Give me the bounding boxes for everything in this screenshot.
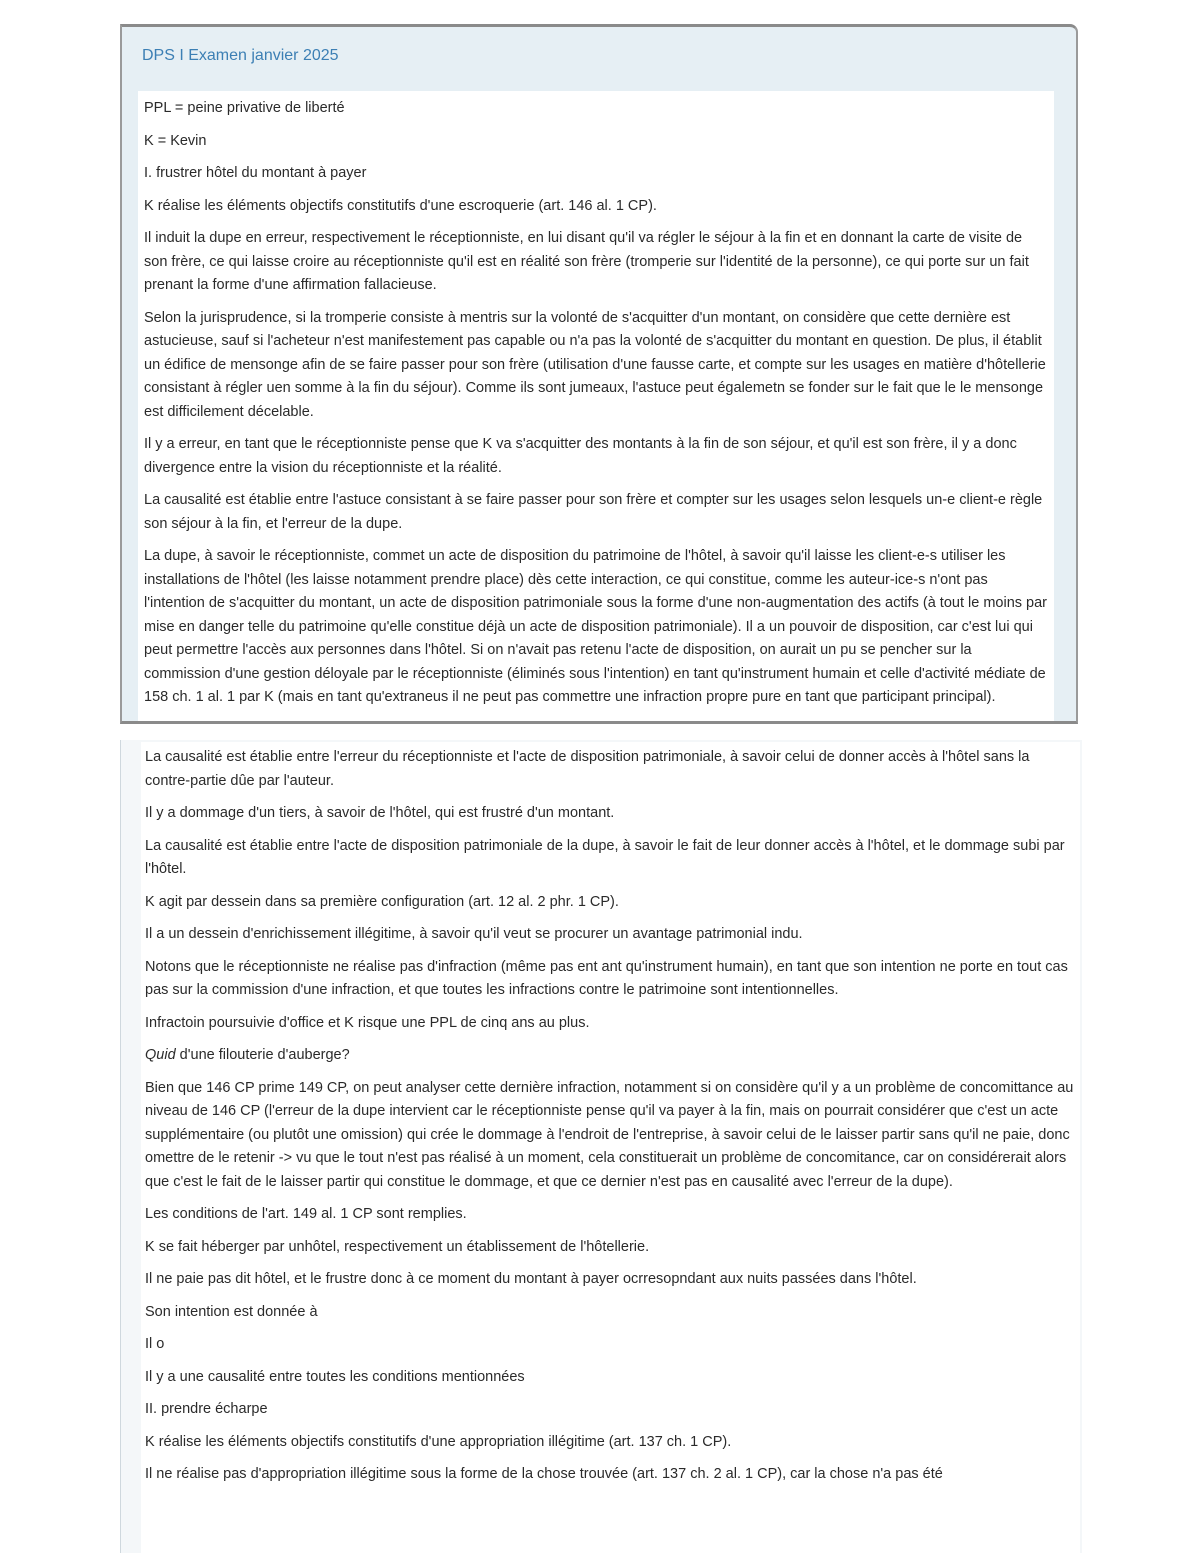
paragraph: II. prendre écharpe — [145, 1401, 268, 1417]
paragraph: I. frustrer hôtel du montant à payer — [144, 165, 367, 181]
paragraph: Notons que le réceptionniste ne réalise pas d'infraction (même pas ent ant qu'instrument humain), en tant que son intention ne porte en tout cas pas sur la commission d'une infraction, et que toutes les infractions contre le patrimoine sont intentionnelles. — [145, 958, 1068, 998]
paragraph: Il y a dommage d'un tiers, à savoir de l'hôtel, qui est frustré d'un montant. — [145, 805, 615, 821]
paragraph: Selon la jurisprudence, si la tromperie consiste à mentris sur la volonté de s'acquitter d'un montant, on considère que cette dernière est astucieuse, sauf si l'acheteur n'est manifestement pas capable ou n'a pas la volonté de s'acquitter du montant en question. De plus, il établit un édifice de mensonge afin de se faire passer pour son frère (utilisation d'une fausse carte, et compte sur les usages en matière d'hôtellerie consistant à régler uen somme à la fin du séjour). Comme ils sont jumeaux, l'astuce peut égalemetn se fonder sur le fait que le le mensonge est difficilement décelable. — [144, 309, 1046, 420]
paragraph: Il a un dessein d'enrichissement illégitime, à savoir qu'il veut se procurer un avantage patrimonial indu. — [145, 926, 803, 942]
document-body-top — [138, 91, 1054, 721]
paragraph: Il ne paie pas dit hôtel, et le frustre donc à ce moment du montant à payer ocrresopndant aux nuits passées dans l'hôtel. — [145, 1271, 917, 1287]
paragraph: K = Kevin — [144, 132, 207, 149]
paragraph: La causalité est établie entre l'erreur du réceptionniste et l'acte de disposition patrimoniale, à savoir celui de donner accès à l'hôtel sans la contre-partie dûe par l'auteur. — [145, 749, 1030, 789]
paragraph: Bien que 146 CP prime 149 CP, on peut analyser cette dernière infraction, notamment si on considère qu'il y a un problème de concomittance au niveau de 146 CP (l'erreur de la dupe intervient car le réceptionniste pense qu'il va payer à la fin, mais on pourrait considérer que c'est un acte supplémentaire (ou plutôt une omission) qui crée le dommage à l'endroit de l'entreprise, à savoir celui de le laisser partir sans qu'il ne paie, donc omettre de le retenir -> vu que le tout n'est pas réalisé à un moment, cela constituerait un problème de concomitance, car on considérerait alors que c'est le fait de le laisser partir qui constitue le dommage, et que ce dernier n'est pas en causalité avec l'erreur de la dupe). — [145, 1079, 1074, 1190]
paragraph: Il y a une causalité entre toutes les conditions mentionnées — [145, 1368, 525, 1385]
paragraph: Son intention est donnée à — [145, 1303, 318, 1320]
paragraph: K réalise les éléments objectifs constitutifs d'une escroquerie (art. 146 al. 1 CP). — [144, 197, 657, 214]
document-body-bottom — [141, 742, 1080, 1553]
screenshot-top — [120, 24, 1078, 724]
quid-italic: Quid — [145, 1047, 176, 1063]
paragraph: Infractoin poursuivie d'office et K risque une PPL de cinq ans au plus. — [145, 1014, 590, 1031]
paragraph: La causalité est établie entre l'astuce consistant à se faire passer pour son frère et compter sur les usages selon lesquels un-e client-e règle son séjour à la fin, et l'erreur de la dupe. — [144, 492, 1043, 532]
paragraph: La dupe, à savoir le réceptionniste, commet un acte de disposition du patrimoine de l'hôtel, à savoir qu'il laisse les client-e-s utiliser les installations de l'hôtel (les laisse notamment prendre place) dès cette interaction, ce qui constitue, comme les auteur-ice-s n'ont pas l'intention de s'acquitter du montant, un acte de disposition patrimoniale sous la forme d'une non-augmentation des actifs (à tout le moins par mise en danger telle du patrimoine qu'elle constitue déjà un acte de disposition patrimoniale). Il a un pouvoir de disposition, car c'est lui qui peut permettre l'accès aux personnes dans l'hôtel. Si on n'avait pas retenu l'acte de disposition, on aurait un pu se pencher sur la commission d'une gestion déloyale par le réceptionniste (éliminés sous l'intention) en tant qu'instrument humain et celle d'activité médiate de 158 ch. 1 al. 1 par K (mais en tant qu'extraneus il ne peut pas commettre une infraction propre pure en tant que participant principal). — [144, 548, 1048, 705]
quid-rest: d'une filouterie d'auberge? — [175, 1047, 350, 1063]
document-title: DPS I Examen janvier 2025 — [142, 47, 339, 64]
paragraph: La causalité est établie entre l'acte de disposition patrimoniale de la dupe, à savoir le fait de leur donner accès à l'hôtel, et le dommage subi par l'hôtel. — [145, 837, 1065, 877]
paragraph: K agit par dessein dans sa première configuration (art. 12 al. 2 phr. 1 CP). — [145, 893, 619, 910]
screenshot-bottom — [120, 740, 1082, 1553]
quid-paragraph — [145, 1044, 1076, 1068]
paragraph: Il o — [145, 1336, 165, 1352]
paragraph: Les conditions de l'art. 149 al. 1 CP sont remplies. — [145, 1206, 467, 1222]
paragraph: K réalise les éléments objectifs constitutifs d'une appropriation illégitime (art. 137 ch. 1 CP). — [145, 1433, 732, 1450]
paragraph: Il y a erreur, en tant que le réceptionniste pense que K va s'acquitter des montants à la fin de son séjour, et qu'il est son frère, il y a donc divergence entre la vision du réceptionniste et la réalité. — [144, 436, 1017, 476]
paragraph: PPL = peine privative de liberté — [144, 100, 345, 116]
paragraph: Il induit la dupe en erreur, respectivement le réceptionniste, en lui disant qu'il va régler le séjour à la fin et en donnant la carte de visite de son frère, ce qui laisse croire au réceptionniste qu'il est en réalité son frère (tromperie sur l'identité de la personne), ce qui porte sur un fait prenant la forme d'une affirmation fallacieuse. — [144, 230, 1029, 293]
paragraph: K se fait héberger par unhôtel, respectivement un établissement de l'hôtellerie. — [145, 1238, 650, 1255]
paragraph: Il ne réalise pas d'appropriation illégitime sous la forme de la chose trouvée (art. 137 ch. 2 al. 1 CP), car la chose n'a pas été — [145, 1466, 943, 1482]
